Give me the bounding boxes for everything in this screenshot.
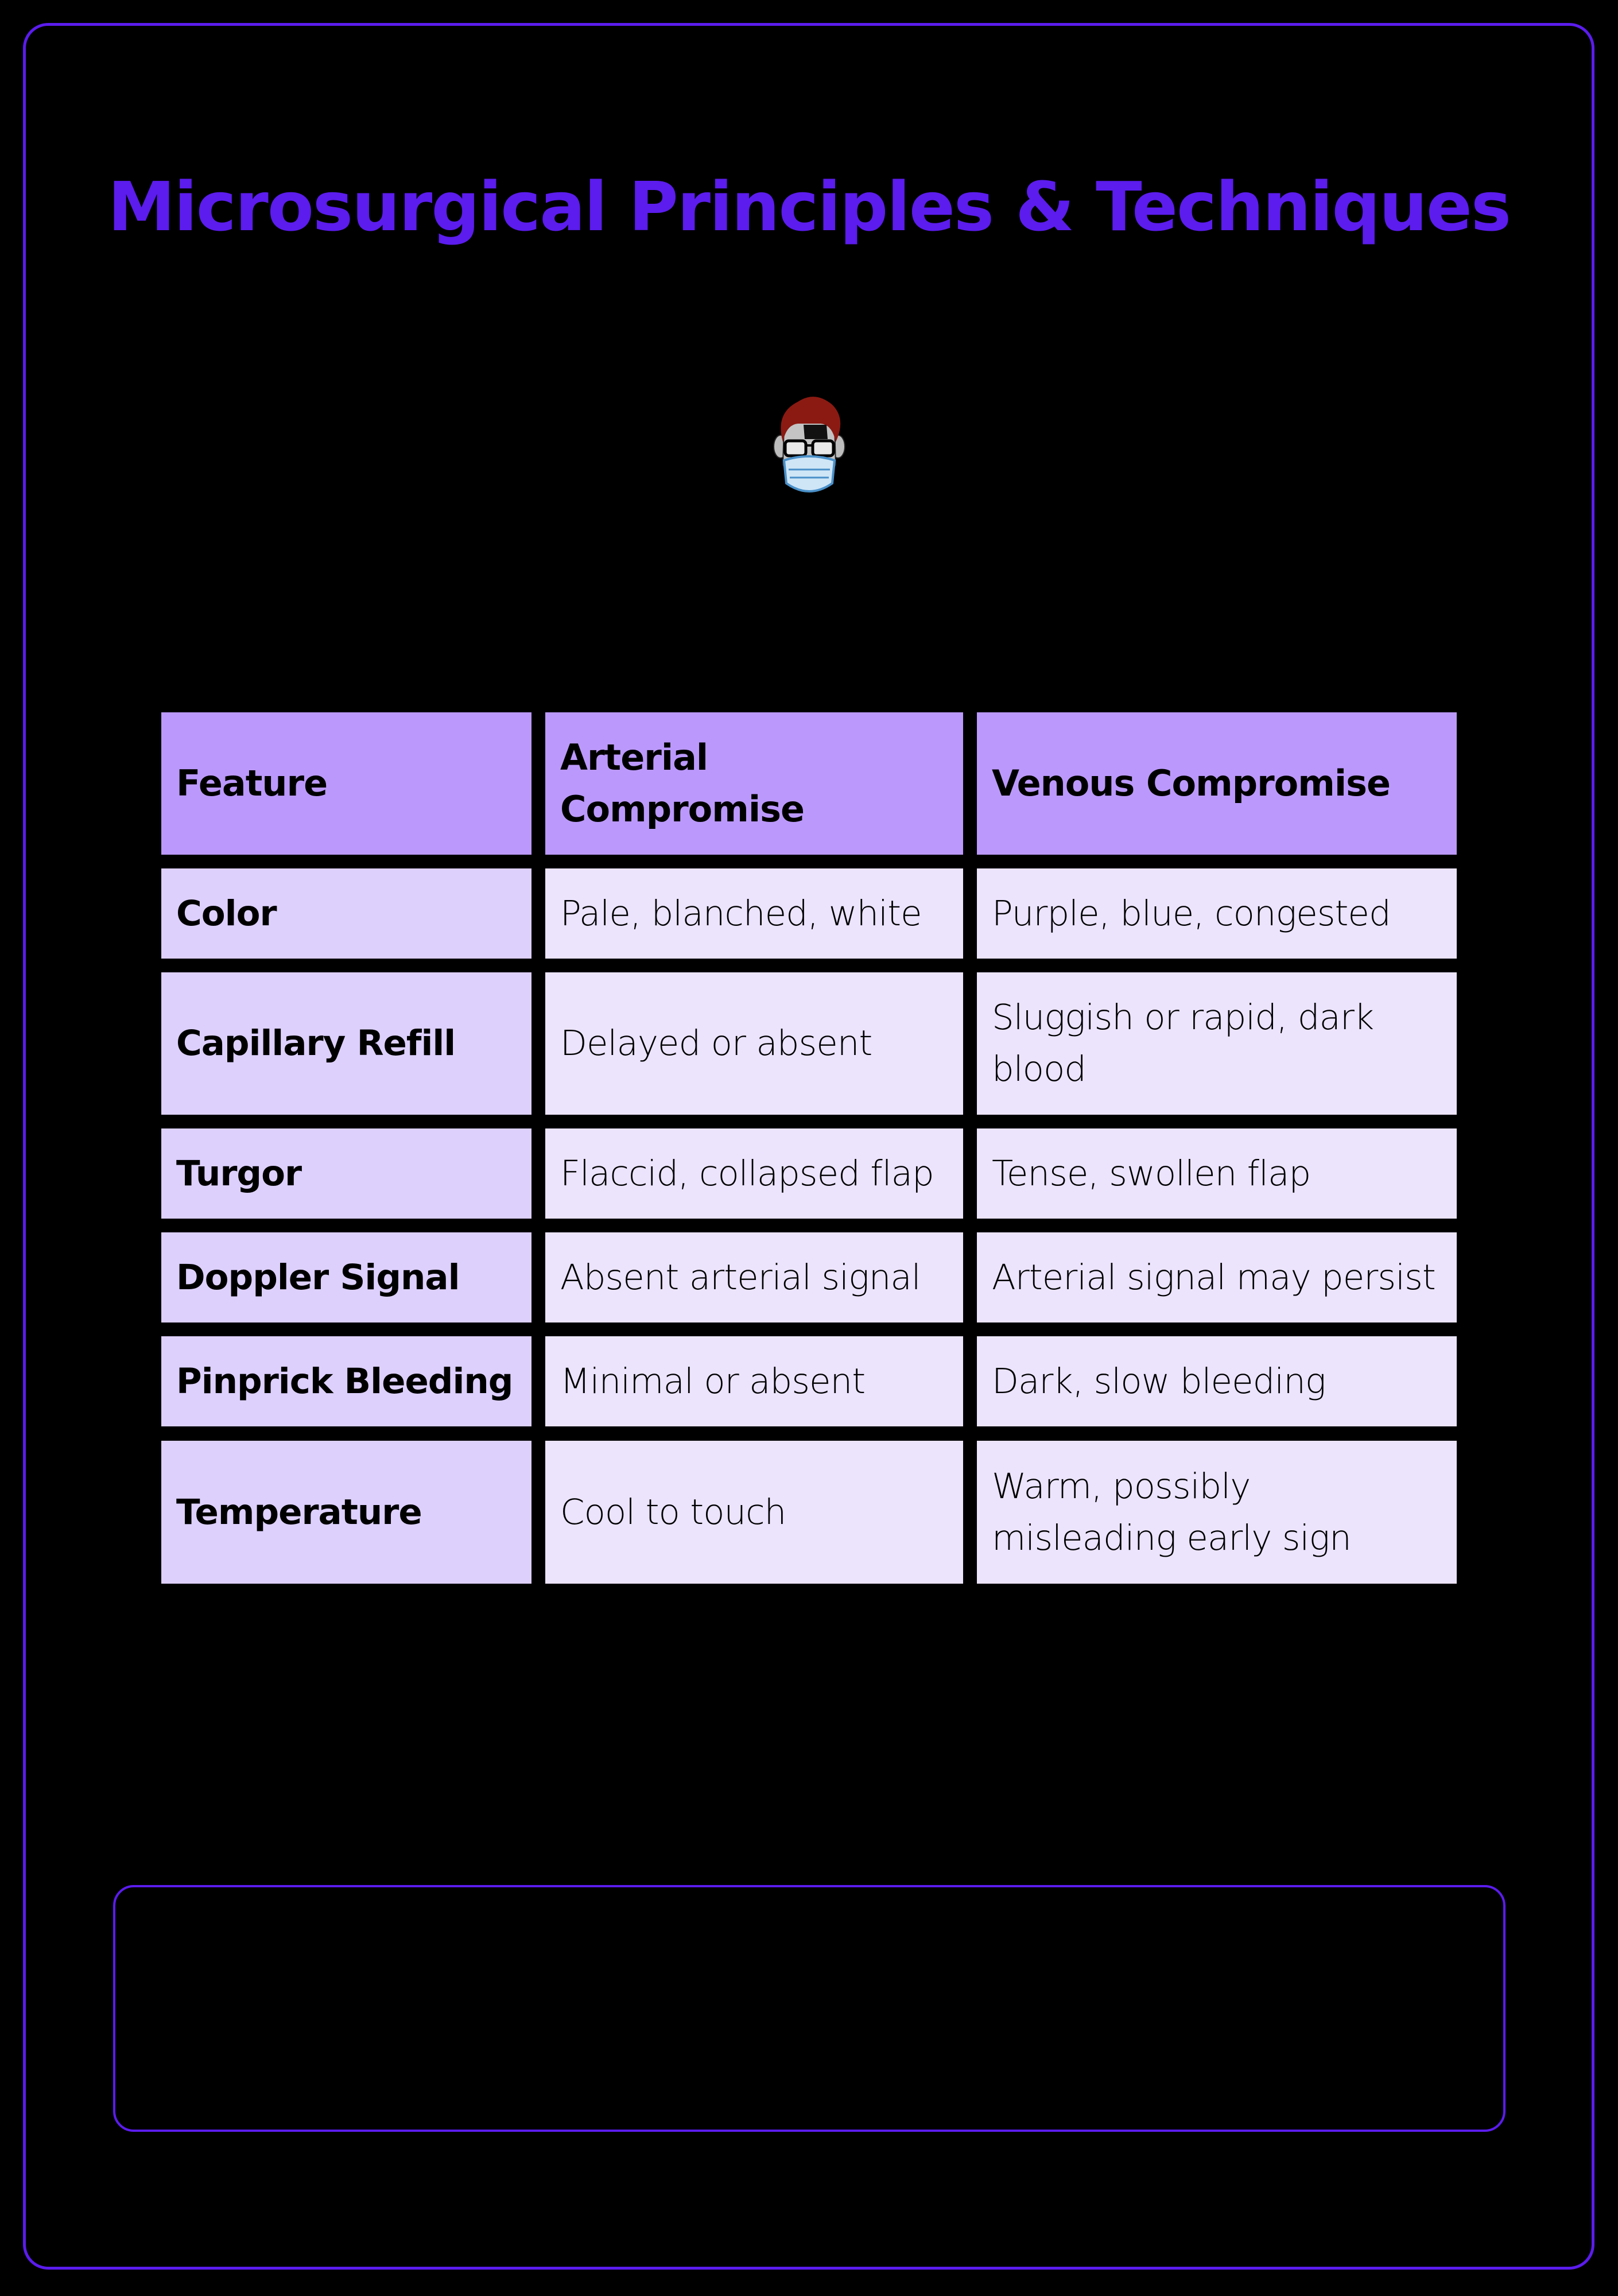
empty-footer-box	[113, 1885, 1506, 2132]
table-row	[161, 1128, 1457, 1219]
masked-surgeon-avatar-icon	[763, 385, 855, 499]
row-arterial: Flaccid, collapsed flap	[545, 1128, 963, 1219]
row-venous: Tense, swollen flap	[977, 1128, 1457, 1219]
row-feature: Color	[161, 868, 531, 959]
row-venous: Warm, possibly misleading early sign	[977, 1441, 1457, 1584]
page-title: Microsurgical Principles & Techniques	[107, 167, 1511, 246]
row-feature: Doppler Signal	[161, 1232, 531, 1322]
header-venous: Venous Compromise	[977, 712, 1457, 855]
row-venous: Purple, blue, congested	[977, 868, 1457, 959]
row-venous: Sluggish or rapid, dark blood	[977, 972, 1457, 1115]
header-arterial: Arterial Compromise	[545, 712, 963, 855]
row-arterial: Absent arterial signal	[545, 1232, 963, 1322]
row-feature: Turgor	[161, 1128, 531, 1219]
table-row	[161, 1336, 1457, 1426]
table-header-row	[161, 712, 1457, 855]
row-venous: Dark, slow bleeding	[977, 1336, 1457, 1426]
table-row	[161, 868, 1457, 959]
table-row	[161, 1441, 1457, 1584]
row-feature: Capillary Refill	[161, 972, 531, 1115]
header-feature: Feature	[161, 712, 531, 855]
row-venous: Arterial signal may persist	[977, 1232, 1457, 1322]
row-arterial: Pale, blanched, white	[545, 868, 963, 959]
row-arterial: Minimal or absent	[545, 1336, 963, 1426]
table-row	[161, 1232, 1457, 1322]
row-feature: Pinprick Bleeding	[161, 1336, 531, 1426]
row-feature: Temperature	[161, 1441, 531, 1584]
row-arterial: Delayed or absent	[545, 972, 963, 1115]
row-arterial: Cool to touch	[545, 1441, 963, 1584]
table-row	[161, 972, 1457, 1115]
